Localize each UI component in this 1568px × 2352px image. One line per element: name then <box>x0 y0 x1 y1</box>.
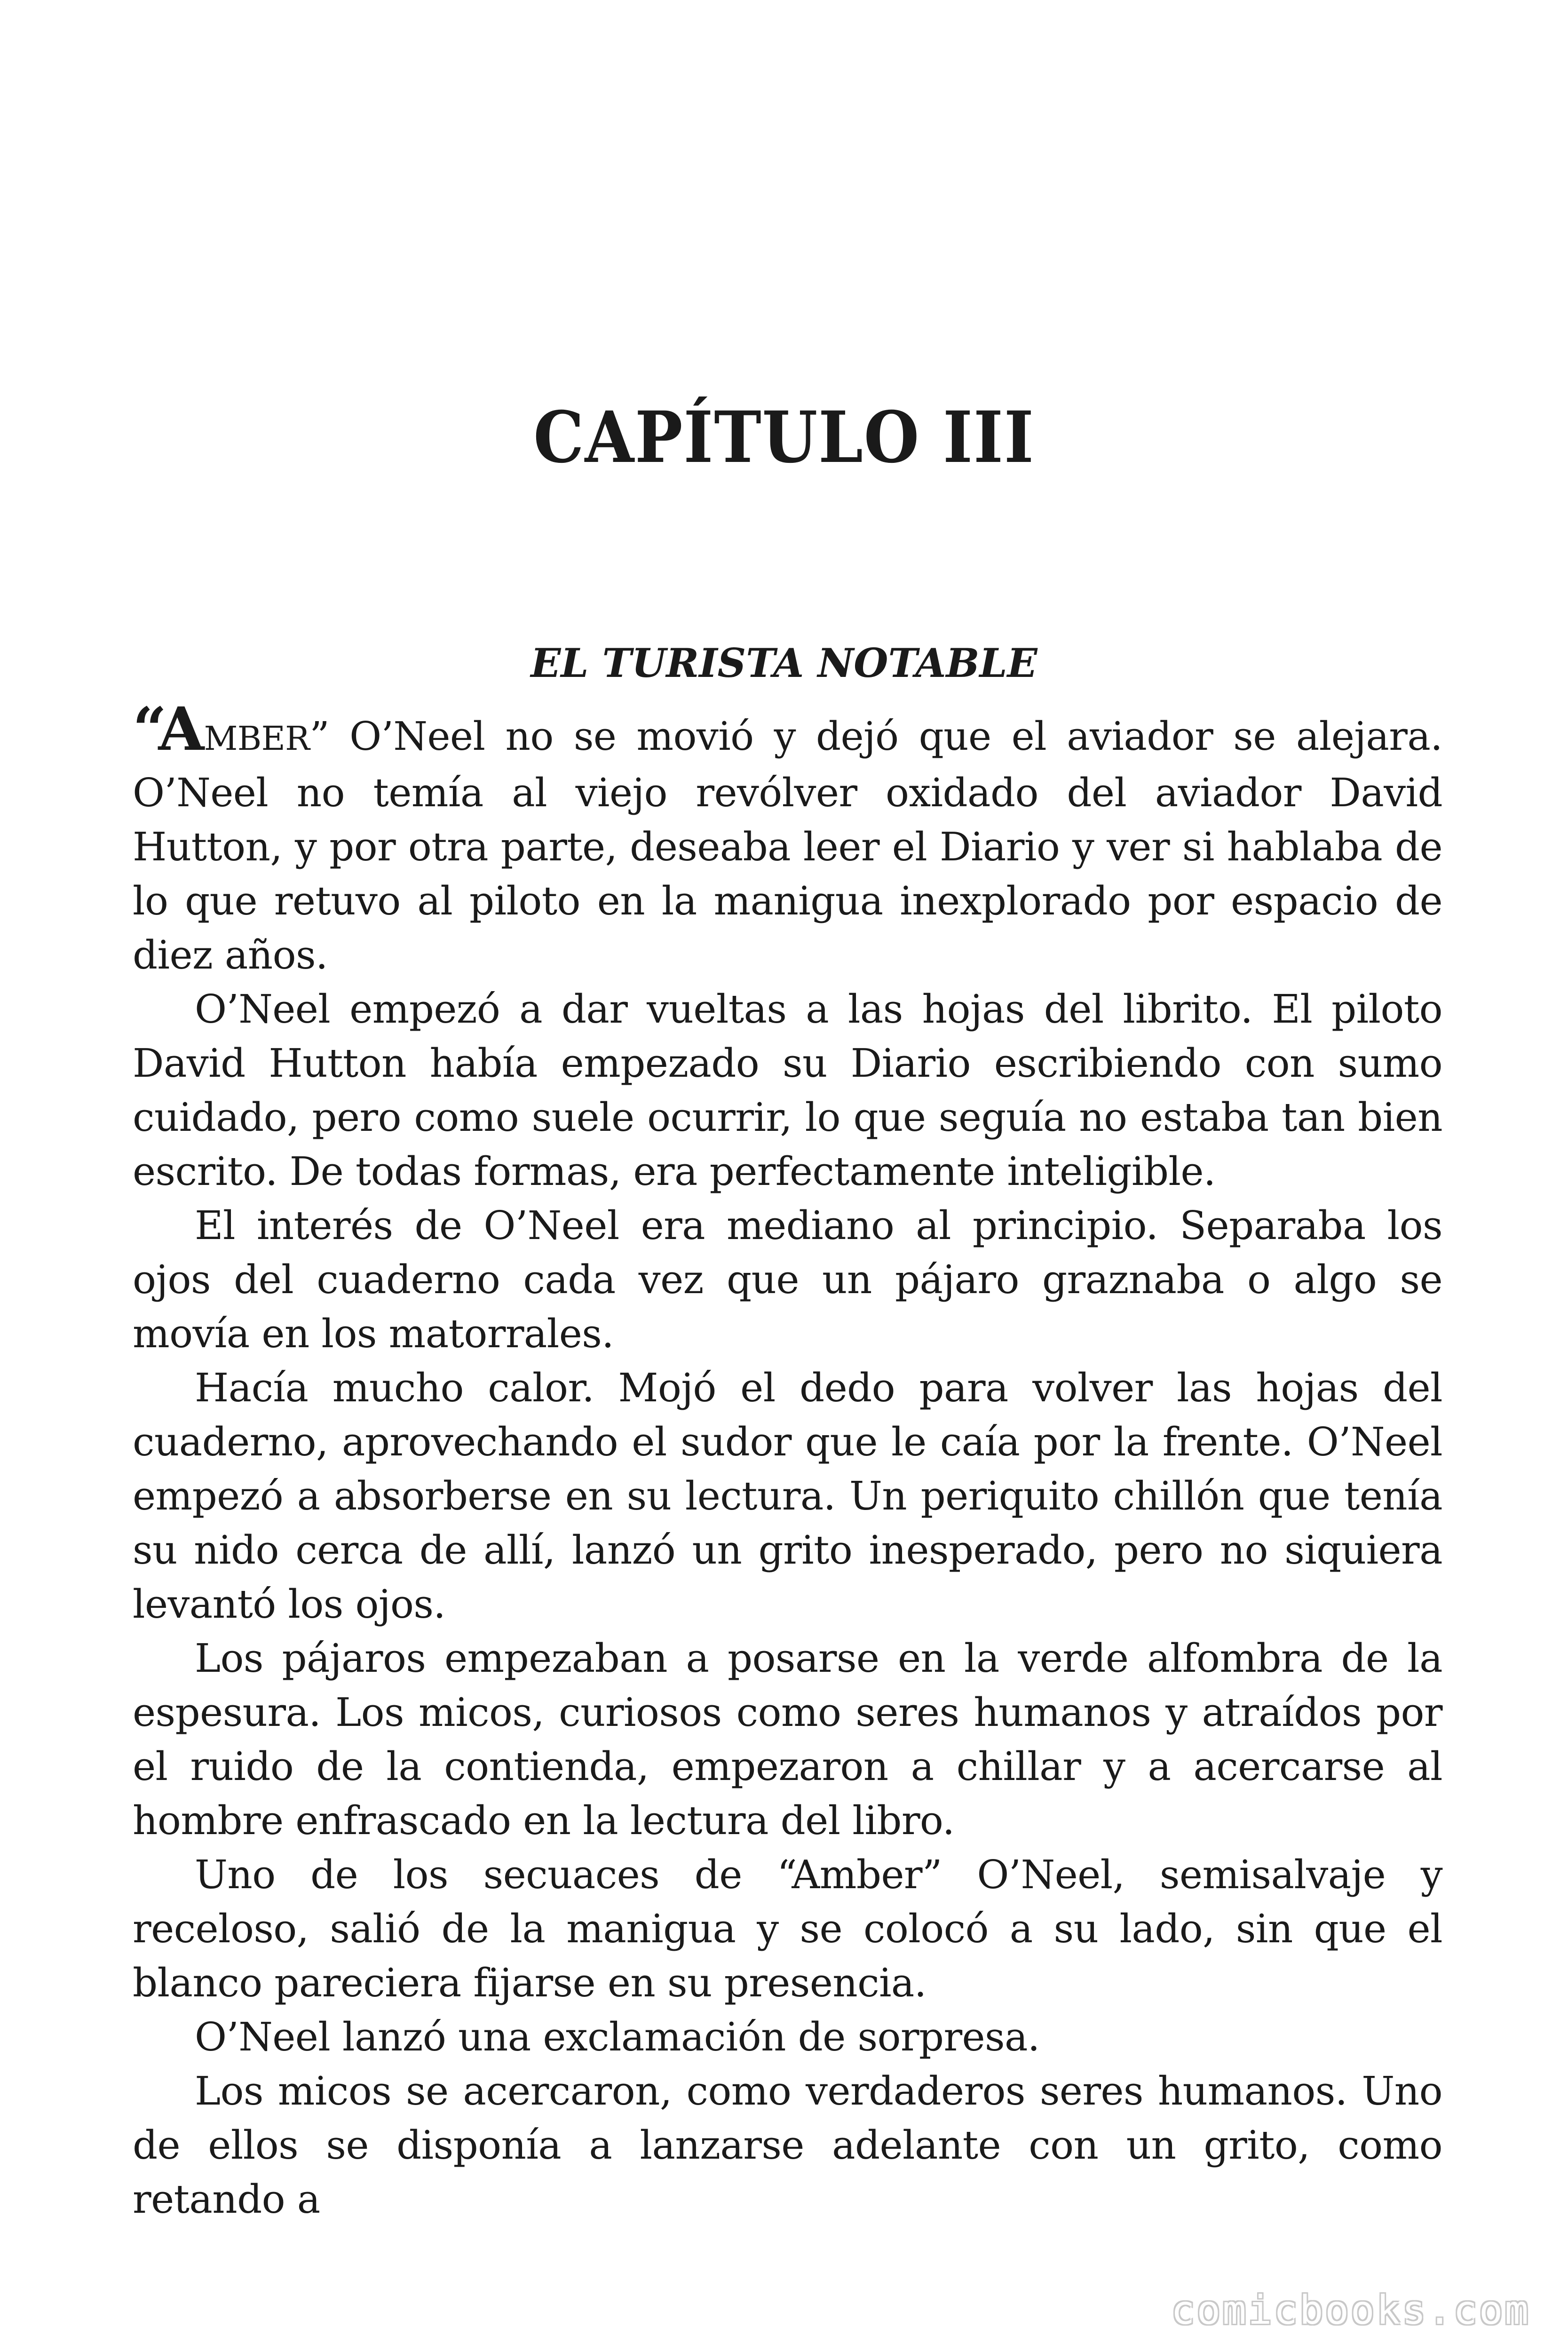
paragraph: Uno de los secuaces de “Amber” O’Neel, semisalvaje y receloso, salió de la manigua y se colocó a su lado, sin que el blanco pareciera fijarse en su presencia. <box>133 1852 1442 2006</box>
chapter-body <box>133 694 1442 2226</box>
paragraph: Hacía mucho calor. Mojó el dedo para volver las hojas del cuaderno, aprovechando el sudor que le caía por la frente. O’Neel empezó a absorberse en su lectura. Un periquito chillón que tenía su nido cerca de allí, lanzó un grito inesperado, pero no siquiera levantó los ojos. <box>133 1365 1442 1627</box>
opening-quote-mark: “ <box>133 694 158 764</box>
paragraph: Los pájaros empezaban a posarse en la verde alfombra de la espesura. Los micos, curiosos como seres humanos y atraídos por el ruido de la contienda, empezaron a chillar y a acercarse al hombre enfrascado en la lectura del libro. <box>133 1636 1442 1843</box>
watermark: comicbooks.com <box>1171 2287 1530 2333</box>
drop-cap: A <box>158 694 204 764</box>
opening-paragraph-text: ” O’Neel no se movió y dejó que el aviador se alejara. O’Neel no temía al viejo revólver oxidado del aviador David Hutton, y por otra parte, deseaba leer el Diario y ver si hablaba de lo que retuvo al piloto en la manigua inexplorado por espacio de diez años. <box>133 714 1442 978</box>
small-caps-word: MBER <box>204 719 310 758</box>
paragraph: O’Neel lanzó una exclamación de sorpresa. <box>195 2014 1040 2060</box>
chapter-subtitle: EL TURISTA NOTABLE <box>531 640 1037 686</box>
paragraph: O’Neel empezó a dar vueltas a las hojas del librito. El piloto David Hutton había empezado su Diario escribiendo con sumo cuidado, pero como suele ocurrir, lo que seguía no estaba tan bien escrito. De todas formas, era perfectamente inteligible. <box>133 986 1442 1194</box>
chapter-title: CAPÍTULO III <box>533 396 1035 479</box>
paragraph: El interés de O’Neel era mediano al principio. Separaba los ojos del cuaderno cada vez que un pájaro graznaba o algo se movía en los matorrales. <box>133 1203 1442 1357</box>
opening-paragraph <box>133 694 1442 982</box>
paragraph: Los micos se acercaron, como verdaderos seres humanos. Uno de ellos se disponía a lanzarse adelante con un grito, como retando a <box>133 2068 1442 2222</box>
